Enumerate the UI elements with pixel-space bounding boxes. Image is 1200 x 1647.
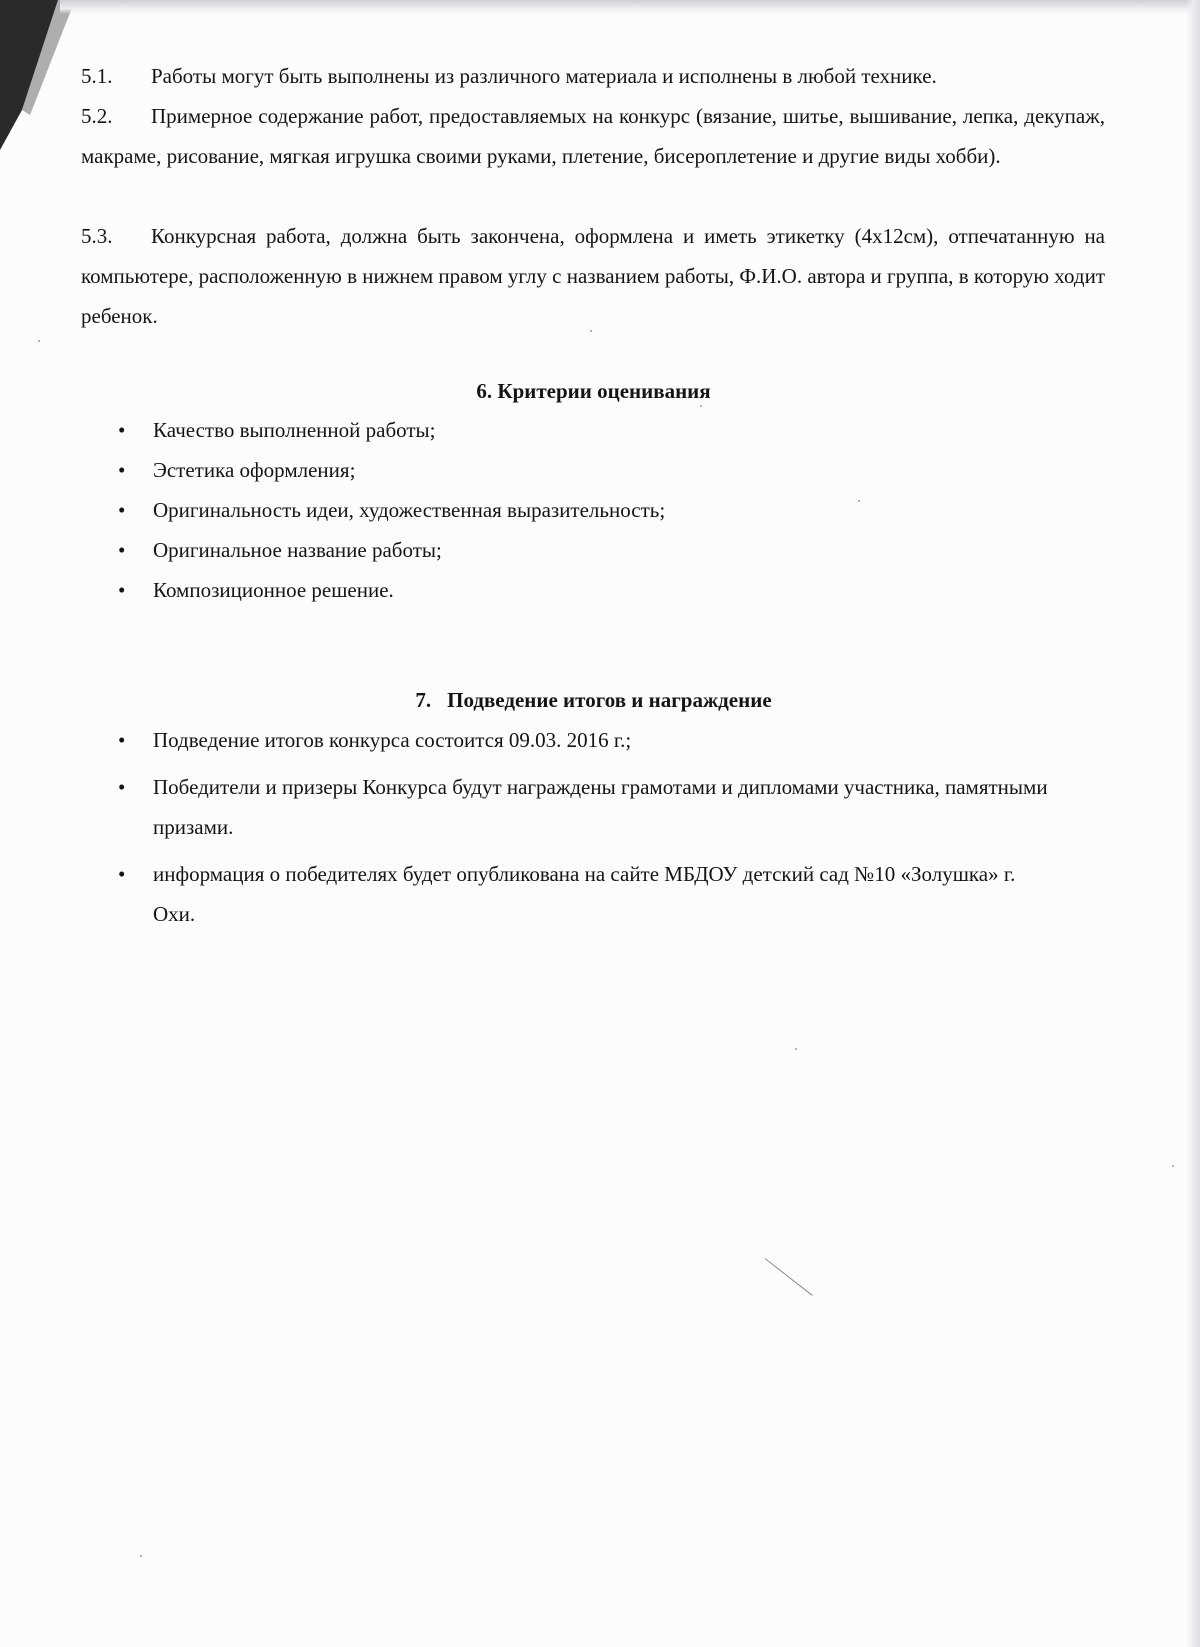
paragraph-number: 5.3. [81, 224, 113, 248]
scan-shadow-corner [0, 0, 90, 160]
paragraph-text: Примерное содержание работ, предоставляемых на конкурс (вязание, шитье, вышивание, лепка, декупаж, макраме, рисование, мягкая игрушка своими руками, плетение, бисероплетение и другие виды хобби). [81, 104, 1105, 168]
list-item-text: Победители и призеры Конкурса будут награждены грамотами и дипломами участника, памятными призами. [153, 775, 1048, 839]
section-title: Подведение итогов и награждение [447, 688, 772, 712]
list-item-text: информация о победителях будет опубликована на сайте МБДОУ детский сад №10 «Золушка» г. Охи. [153, 862, 1016, 926]
bullet-icon: • [118, 458, 126, 482]
bullet-icon: • [118, 728, 126, 752]
list-item [118, 570, 1098, 610]
section-number: 7. [415, 688, 432, 712]
list-item-text: Оригинальное название работы; [153, 538, 442, 562]
section-7-heading [0, 685, 1187, 715]
results-list [118, 720, 1098, 941]
scan-speck [1172, 1165, 1174, 1167]
bullet-icon: • [118, 775, 126, 799]
list-item [118, 530, 1098, 570]
paragraph-5-3 [81, 216, 1105, 336]
list-item-text: Оригинальность идеи, художественная выразительность; [153, 498, 666, 522]
paragraph-text: Конкурсная работа, должна быть закончена, оформлена и иметь этикетку (4x12см), отпечатанную на компьютере, расположенную в нижнем правом углу с названием работы, Ф.И.О. автора и группа, в которую ходит ребенок. [81, 224, 1105, 328]
bullet-icon: • [118, 862, 126, 886]
paragraph-text: Работы могут быть выполнены из различного материала и исполнены в любой технике. [151, 64, 937, 88]
list-item-text: Эстетика оформления; [153, 458, 356, 482]
list-item [118, 854, 1098, 934]
scan-speck [38, 340, 40, 342]
scan-speck [795, 1048, 797, 1050]
paragraph-5-1 [81, 56, 1105, 96]
list-item-text: Подведение итогов конкурса состоится 09.03. 2016 г.; [153, 728, 632, 752]
list-item-text: Композиционное решение. [153, 578, 394, 602]
scan-shadow-right [1186, 0, 1200, 1647]
list-item [118, 490, 1098, 530]
list-item-text: Качество выполненной работы; [153, 418, 436, 442]
scan-scratch [765, 1258, 813, 1296]
section-6-heading: 6. Критерии оценивания [476, 379, 711, 403]
bullet-icon: • [118, 578, 126, 602]
list-item [118, 410, 1098, 450]
scan-shadow-top [60, 0, 1200, 14]
list-item [118, 767, 1098, 847]
paragraph-number: 5.2. [81, 104, 113, 128]
criteria-list [118, 410, 1098, 610]
paragraph-5-2 [81, 96, 1105, 176]
list-item [118, 450, 1098, 490]
bullet-icon: • [118, 418, 126, 442]
scan-speck [140, 1555, 142, 1557]
bullet-icon: • [118, 498, 126, 522]
list-item [118, 720, 1098, 760]
bullet-icon: • [118, 538, 126, 562]
paragraph-number: 5.1. [81, 64, 113, 88]
